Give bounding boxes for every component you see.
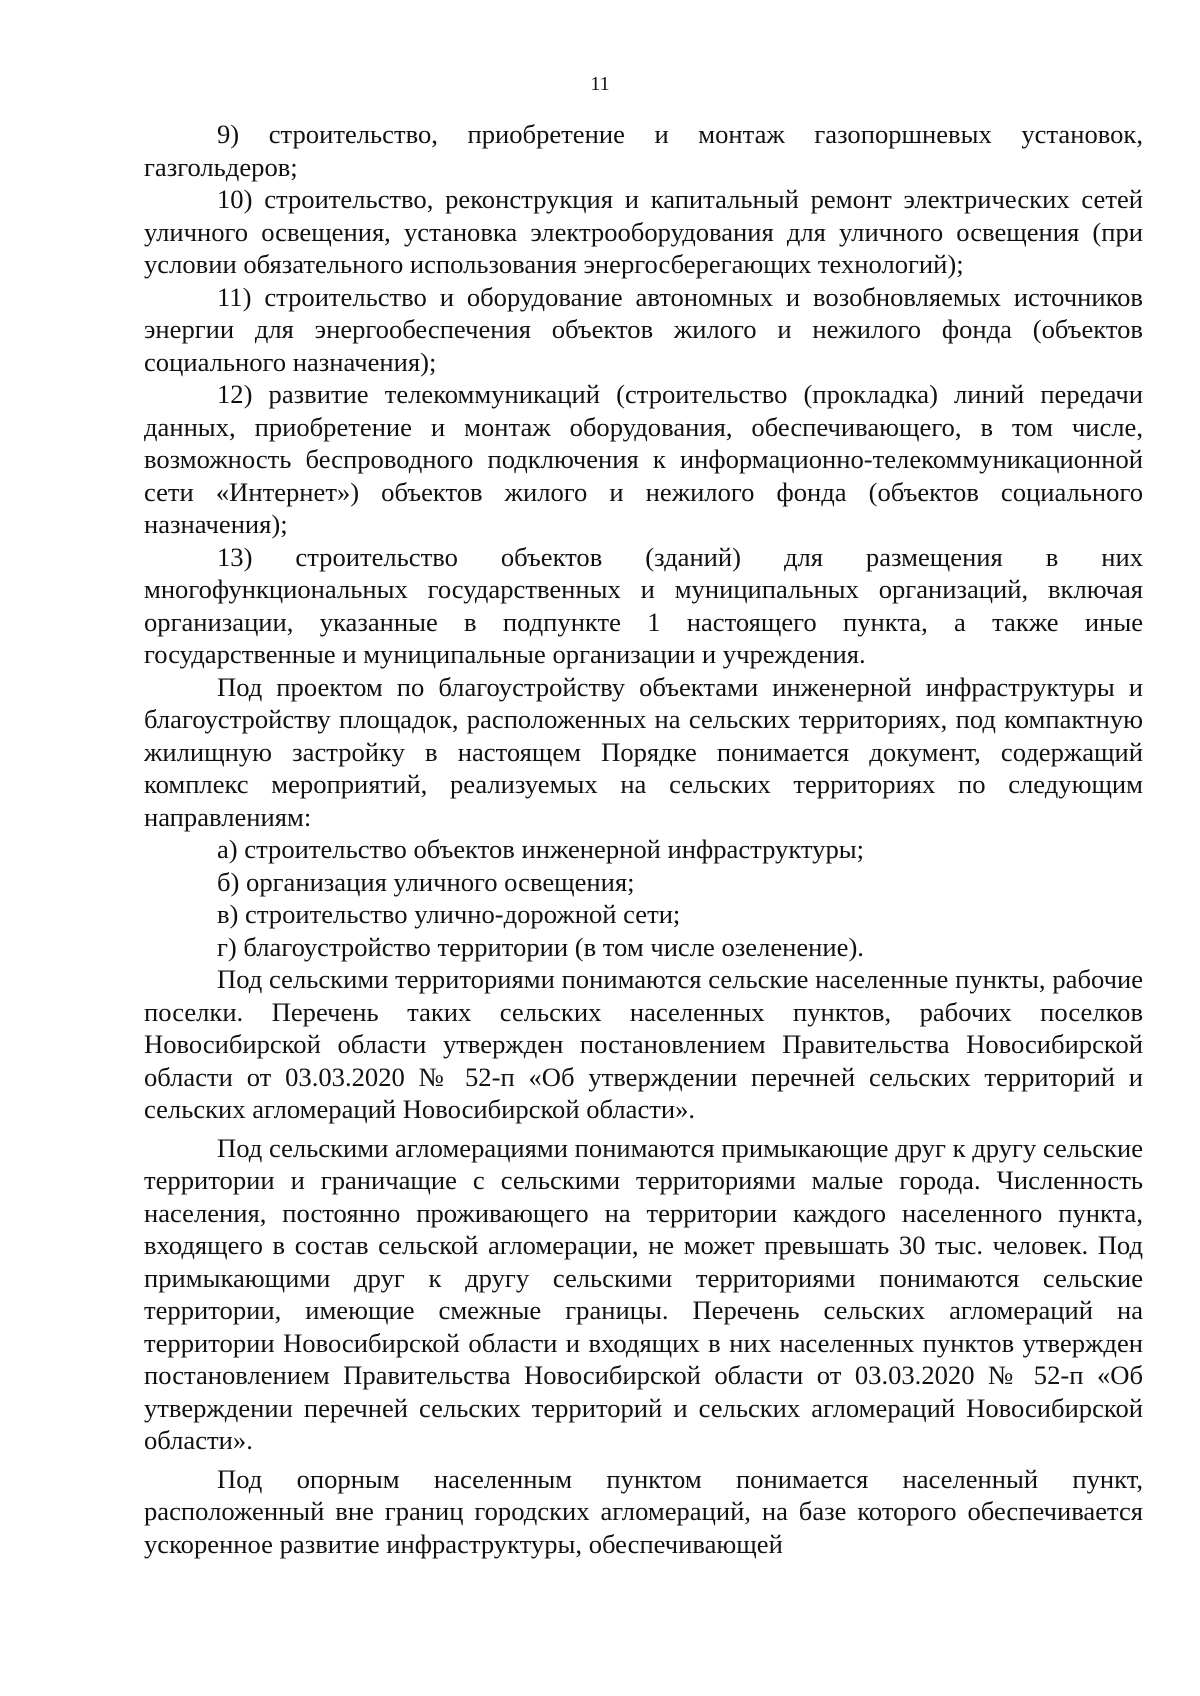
paragraph-item-10: 10) строительство, реконструкция и капитальный ремонт электрических сетей уличного освещения, установка электрооборудования для уличного освещения (при условии обязательного использования энергосберегающих технологий);: [144, 184, 1143, 279]
document-body: [144, 118, 1143, 1560]
paragraph-item-12: 12) развитие телекоммуникаций (строительство (прокладка) линий передачи данных, приобретение и монтаж оборудования, обеспечивающего, в том числе, возможность беспроводного подключения к информационно-телекоммуникационной сети «Интернет») объектов жилого и нежилого фонда (объектов социального назначения);: [144, 379, 1143, 539]
page-number: 11: [590, 73, 610, 95]
paragraph-rural-agglomerations: Под сельскими агломерациями понимаются примыкающие друг к другу сельские территории и граничащие с сельскими территориями малые города. Численность населения, постоянно проживающего на территории каждого населенного пункта, входящего в состав сельской агломерации, не может превышать 30 тыс. человек. Под примыкающими друг к другу сельскими территориями понимаются сельские территории, имеющие смежные границы. Перечень сельских агломераций на территории Новосибирской области и входящих в них населенных пунктов утвержден постановлением Правительства Новосибирской области от 03.03.2020 № 52-п «Об утверждении перечней сельских территорий и сельских агломераций Новосибирской области».: [144, 1132, 1143, 1455]
paragraph-item-11: 11) строительство и оборудование автономных и возобновляемых источников энергии для энергообеспечения объектов жилого и нежилого фонда (объектов социального назначения);: [144, 281, 1143, 377]
direction-item-d: г) благоустройство территории (в том числе озеленение).: [217, 931, 864, 962]
paragraph-item-9: 9) строительство, приобретение и монтаж газопоршневых установок, газгольдеров;: [144, 119, 1143, 182]
paragraph-rural-territories: Под сельскими территориями понимаются сельские населенные пункты, рабочие поселки. Перечень таких сельских населенных пунктов, рабочих поселков Новосибирской области утвержден постановлением Правительства Новосибирской области от 03.03.2020 № 52-п «Об утверждении перечней сельских территорий и сельских агломераций Новосибирской области».: [144, 964, 1143, 1124]
paragraph-project-definition: Под проектом по благоустройству объектами инженерной инфраструктуры и благоустройству площадок, расположенных на сельских территориях, под компактную жилищную застройку в настоящем Порядке понимается документ, содержащий комплекс мероприятий, реализуемых на сельских территориях по следующим направлениям:: [144, 671, 1143, 832]
direction-item-b: б) организация уличного освещения;: [217, 866, 635, 897]
paragraph-support-settlement: Под опорным населенным пунктом понимается населенный пункт, расположенный вне границ городских агломераций, на базе которого обеспечивается ускоренное развитие инфраструктуры, обеспечивающей: [144, 1463, 1143, 1559]
direction-item-a: а) строительство объектов инженерной инфраструктуры;: [217, 834, 865, 864]
paragraph-item-13: 13) строительство объектов (зданий) для размещения в них многофункциональных государственных и муниципальных организаций, включая организации, указанные в подпункте 1 настоящего пункта, а также иные государственные и муниципальные организации и учреждения.: [144, 541, 1143, 669]
direction-item-c: в) строительство улично-дорожной сети;: [217, 899, 681, 929]
